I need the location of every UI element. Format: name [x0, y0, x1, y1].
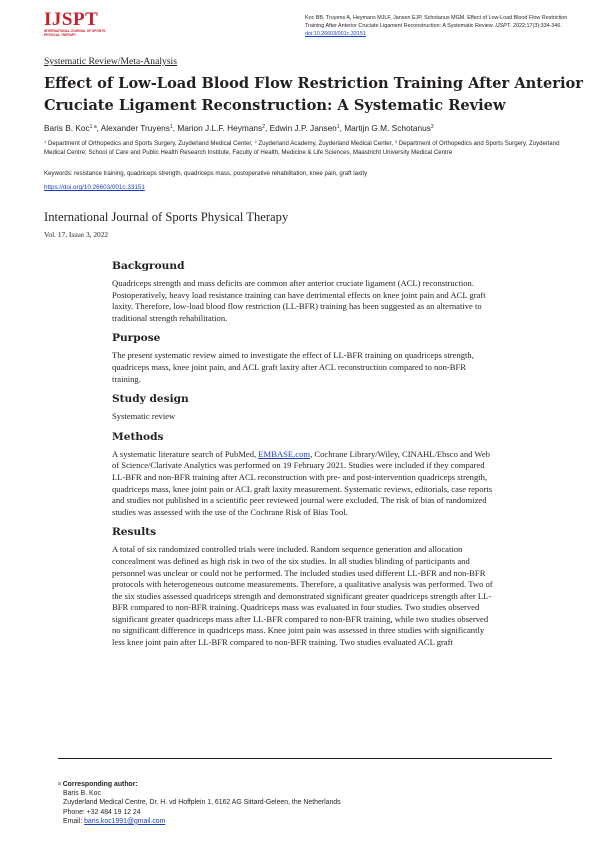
citation-doi-link[interactable]: doi:10.26603/001c.33151	[305, 31, 366, 37]
author-name: Alexander Truyens	[100, 123, 170, 133]
footnote-divider	[58, 758, 552, 759]
author-affiliation-mark: 1	[336, 124, 340, 130]
corresponding-author-label: Corresponding author:	[62, 781, 138, 788]
study-design-text: Systematic review	[112, 411, 176, 422]
article-title: Effect of Low-Load Blood Flow Restriction Training After Anterior Cruciate Ligament Reconstruction: A Systematic Review	[44, 75, 583, 114]
author-name: Baris B. Koc	[44, 123, 90, 133]
citation-details: . 2022;17(3):334-346.	[510, 23, 562, 29]
corresponding-author	[58, 780, 458, 826]
methods-text-rest: , Cochrane Library/Wiley, CINAHL/Ebsco and Web of Science/Clarivate Analytics was performed on 19 February 2021. Studies were included if they compared LL-BFR and non-BFR training after ACL reconstruction with pre- and post-intervention quadriceps strength, quadriceps mass, knee joint pain or ACL graft laxity measurement. Systematic reviews, editorials, case reports and studies not published in a scientific peer reviewed journal were excluded. The risk of bias of randomized studies was assessed with the use of the Cochrane Risk of Bias Tool.	[112, 448, 493, 517]
results-text: A total of six randomized controlled trials were included. Random sequence generation and allocation concealment was defined as high risk in two of the six studies. In all studies blinding of participants and personnel was unclear or could not be performed. The included studies used different LL-BFR and non-BFR protocols with heterogeneous outcome measurements. Therefore, a qualitative analysis was performed. Two of the six studies assessed quadriceps strength and demonstrated significant greater quadriceps strength after LL-BFR compared to non-BFR training. Quadriceps mass was evaluated in four studies. Two studies observed significant greater quadriceps mass after LL-BFR compared to non-BFR training, while two studies observed no significant difference in quadriceps mass. Knee joint pain was assessed in three studies with significantly less knee joint pain after LL-BFR compared to non-BFR training. Two studies evaluated ACL graft	[112, 544, 493, 648]
article-type: Systematic Review/Meta-Analysis	[44, 56, 177, 67]
logo-subtitle: INTERNATIONAL JOURNAL OF SPORTS PHYSICAL THERAPY	[44, 29, 106, 37]
affiliation-mark: 3	[394, 139, 397, 144]
citation-journal: IJSPT	[495, 23, 511, 29]
background-text: Quadriceps strength and mass deficits are common after anterior cruciate ligament (ACL) reconstruction. Postoperatively, heavy load resistance training can have detrimental effects on knee joint pain and ACL graft laxity. Therefore, low-load blood flow restriction (LL-BFR) training has been suggested as an alternative to traditional strength rehabilitation.	[112, 278, 486, 323]
affiliation-text: Department of Orthopedics and Sports Surgery, Zuyderland Medical Centre; School of Care and Public Health Research Institute, Faculty of Health, Medicine & Life Sciences, Maastricht University Medical Centre	[44, 140, 560, 156]
affiliation-text: Department of Orthopedics and Sports Surgery, Zuyderland Medical Center,	[47, 140, 255, 147]
corresponding-author-name: Baris B. Koc	[63, 790, 101, 798]
citation	[305, 14, 573, 38]
author-affiliation-mark: 1 a	[89, 124, 97, 130]
author-name: Edwin J.P. Jansen	[269, 123, 337, 133]
journal-logo	[44, 10, 106, 42]
journal-volume: Vol. 17, Issue 3, 2022	[44, 230, 109, 239]
doi-link[interactable]: https://doi.org/10.26603/001c.33151	[44, 184, 145, 191]
journal-name: International Journal of Sports Physical Therapy	[44, 210, 289, 224]
author-affiliation-mark: 3	[430, 124, 434, 130]
author-affiliation-mark: 2	[262, 124, 265, 130]
results-heading: Results	[112, 526, 157, 539]
methods-text-start: A systematic literature search of PubMed,	[112, 448, 259, 459]
email-label: Email:	[63, 817, 85, 825]
abstract	[112, 259, 497, 656]
keywords: Keywords: resistance training, quadriceps strength, quadriceps mass, postoperative rehabilitation, knee pain, graft laxity	[44, 170, 368, 177]
study-design-heading: Study design	[112, 393, 189, 406]
embase-link[interactable]: EMBASE.com	[258, 448, 311, 459]
author-affiliation-mark: 1	[169, 124, 173, 130]
affiliation-mark: 2	[254, 139, 257, 144]
purpose-heading: Purpose	[112, 332, 161, 345]
footnote-marker: a	[58, 781, 61, 787]
corresponding-author-address: Zuyderland Medical Centre, Dr. H. vd Hoffplein 1, 6162 AG Sittard-Geleen, the Netherlands	[63, 799, 341, 807]
methods-text	[112, 449, 497, 519]
affiliation-text: Zuyderland Academy, Zuyderland Medical Center,	[258, 140, 395, 147]
methods-heading: Methods	[112, 430, 164, 443]
author-name: Martijn G.M. Schotanus	[344, 123, 431, 133]
affiliation-mark: 1	[44, 139, 47, 144]
background-heading: Background	[112, 260, 185, 272]
email-link[interactable]: baris.koc1991@gmail.com	[84, 817, 166, 825]
affiliations	[44, 138, 574, 157]
logo-text: IJSPT	[44, 9, 99, 30]
corresponding-author-phone: Phone: +32 484 19 12 24	[63, 808, 141, 816]
purpose-text: The present systematic review aimed to investigate the effect of LL-BFR training on quadriceps strength, quadriceps mass, knee joint pain, and ACL graft laxity after ACL reconstruction compared to non-BFR training.	[112, 350, 474, 384]
author-list: Baris B. Koc$^{1 a}$, Alexander Truyens$^1$, Marion J.L.F. Heymans$^2$, Edwin J.P. Jansen$^1$, Martijn G.M. Schotanus$^3$	[44, 123, 434, 133]
author-name: Marion J.L.F. Heymans	[177, 123, 263, 133]
citation-prefix: Koc BB, Truyens A, Heymans MJLF, Jansen EJP, Schotanus MGM. Effect of Low-Load Blood Flow Restriction Training After Anterior Cruciate Ligament Reconstruction: A Systematic Review.	[305, 15, 568, 29]
